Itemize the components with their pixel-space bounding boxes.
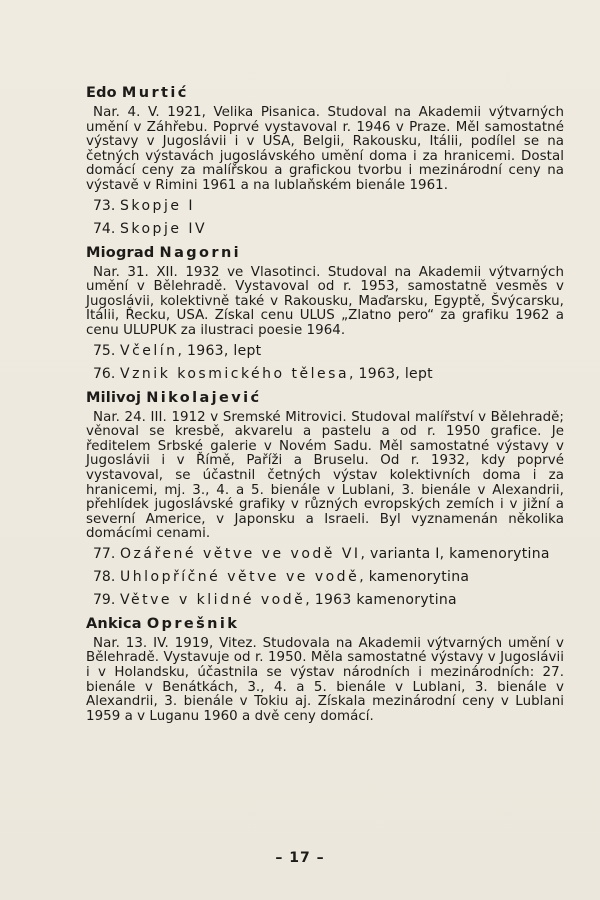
artist-first-name: Milivoj [86, 389, 142, 406]
artist-last-name: Nikolajević [146, 389, 262, 406]
artist-first-name: Miograd [86, 244, 155, 261]
artist-name [86, 389, 564, 407]
work-title: Ozářené větve ve vodě VI [120, 545, 361, 562]
work-title: Skopje I [120, 197, 196, 214]
artist-last-name: Nagorni [159, 244, 242, 261]
work-item [93, 198, 564, 215]
artist-biography: Nar. 24. III. 1912 v Sremské Mitrovici. Studoval malířství v Bělehradě; věnoval se kresbě, akvarelu a pastelu a od r. 1950 grafice. Je ředitelem Srbské galerie v Novém Sadu. Měl samostatné výstavy v Jugoslávii i v Římě, Paříži a Bruselu. Od r. 1932, kdy poprvé vystavoval, se účastnil četných výstav kolektivních doma i za hranicemi, mj. 3., 4. a 5. bienále v Lublani, 3. bienále v Alexandrii, přehlídek jugoslávské grafiky v různých evropských zemích i v jižní a severní Americe, v Japonsku a Israeli. Byl vyznamenán několika domácími cenami. [86, 409, 564, 542]
work-details: , varianta I, kamenorytina [360, 545, 550, 562]
artist-entry-nagorni [86, 244, 564, 383]
artist-name [86, 615, 564, 633]
work-title: Skopje IV [120, 220, 208, 237]
artist-name [86, 244, 564, 262]
artist-last-name: Murtić [121, 85, 189, 101]
work-details: , 1963, lept [177, 342, 262, 359]
work-title: Vznik kosmického tělesa [120, 365, 350, 382]
work-number: 73. [93, 197, 116, 214]
artist-entry-nikolajevic [86, 389, 564, 609]
work-title: Uhlopříčné větve ve vodě [120, 568, 360, 585]
artist-biography: Nar. 4. V. 1921, Velika Pisanica. Studoval na Akademii výtvarných umění v Záhřebu. Poprvé vystavoval r. 1946 v Praze. Měl samostatné výstavy v Jugoslávii i v USA, Belgii, Rakousku, Itálii, podílel se na četných výstavách jugoslávského umění doma i za hranicemi. Dostal domácí ceny za malířskou a grafickou tvorbu i mezinárodní ceny na výstavě v Rimini 1961 a na lublaňském bienále 1961. [86, 105, 564, 193]
artist-first-name: Ankica [86, 615, 142, 632]
artist-first-name: Edo [86, 85, 117, 101]
work-details: , 1963 kamenorytina [305, 591, 457, 608]
work-number: 77. [93, 545, 116, 562]
work-item [93, 546, 564, 563]
page-number: – 17 – [275, 850, 325, 866]
work-item [93, 569, 564, 586]
work-number: 79. [93, 591, 116, 608]
work-item [93, 592, 564, 609]
work-title: Větve v klidné vodě [120, 591, 306, 608]
artist-name [86, 84, 564, 102]
artist-last-name: Oprešnik [146, 615, 240, 632]
work-number: 75. [93, 342, 116, 359]
artist-entry-murtic [86, 84, 564, 238]
artist-entry-opresnik [86, 615, 564, 725]
work-title: Včelín [120, 342, 178, 359]
works-list [93, 343, 564, 383]
work-details: , 1963, lept [349, 365, 433, 382]
works-list [93, 198, 564, 238]
works-list [93, 546, 564, 609]
work-item [93, 343, 564, 360]
work-number: 76. [93, 365, 116, 382]
artist-biography: Nar. 13. IV. 1919, Vitez. Studovala na Akademii výtvarných umění v Bělehradě. Vystavuje od r. 1950. Měla samostatné výstavy v Jugoslávii i v Holandsku, účastnila se výstav národních i mezinárodních: 27. bienále v Benátkách, 3., 4. a 5. bienále v Lublani, 3. bienále v Alexandrii, 3. bienále v Tokiu aj. Získala mezinárodní ceny v Lublani 1959 a v Luganu 1960 a dvě ceny domácí. [86, 635, 564, 724]
work-item [93, 366, 564, 383]
work-details: , kamenorytina [359, 568, 470, 585]
artist-biography: Nar. 31. XII. 1932 ve Vlasotinci. Studoval na Akademii výtvarných umění v Bělehradě. Vystavoval od r. 1953, samostatně vesměs v Jugoslávii, kolektivně také v Rakousku, Maďarsku, Egyptě, Švýcarsku, Itálii, Řecku, USA. Získal cenu ULUS „Zlatno pero“ za grafiku 1962 a cenu ULUPUK za ilustraci poesie 1964. [86, 264, 564, 338]
work-number: 74. [93, 220, 116, 237]
page-content [86, 84, 564, 730]
work-item [93, 221, 564, 238]
work-number: 78. [93, 568, 116, 585]
